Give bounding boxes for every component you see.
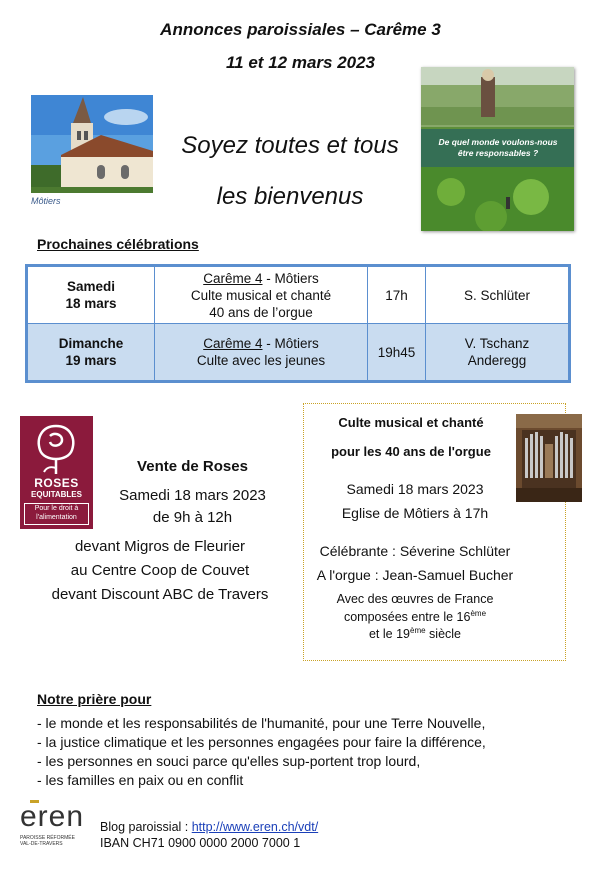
celebration-officiant: V. Tschanz (464, 336, 530, 351)
roses-logo-line-2: EQUITABLES (31, 490, 82, 499)
welcome-line-1: Soyez toutes et tous (181, 132, 399, 159)
roses-logo-line-1: ROSES (34, 476, 79, 490)
roses-location-3: devant Discount ABC de Travers (51, 586, 269, 603)
table-row (27, 266, 570, 324)
iban: IBAN CH71 0900 0000 2000 7000 1 (100, 836, 301, 850)
roses-equitables-logo (20, 416, 93, 529)
welcome-line-2: les bienvenus (216, 183, 364, 210)
organ-organist: A l'orgue : Jean-Samuel Bucher (316, 567, 514, 583)
blog-link[interactable]: http://www.eren.ch/vdt/ (191, 820, 319, 834)
roses-title: Vente de Roses (137, 458, 248, 475)
celebration-time: 17h (368, 266, 426, 324)
celebration-desc-cell (155, 266, 368, 324)
celebration-day-cell (27, 266, 155, 324)
organ-works-line-2: composées entre le 16ème (343, 609, 487, 625)
organ-image (516, 414, 582, 502)
celebration-desc-line3: 40 ans de l’orgue (209, 304, 313, 320)
celebration-desc-line2: Culte musical et chanté (190, 287, 332, 303)
celebration-officiant-cell (426, 266, 570, 324)
eren-logo-word: eren (20, 800, 85, 833)
organ-celebrant: Célébrante : Séverine Schlüter (319, 543, 511, 559)
roses-location-1: devant Migros de Fleurier (74, 538, 246, 555)
table-row (27, 324, 570, 382)
campaign-poster (421, 67, 574, 231)
celebration-date: 19 mars (65, 353, 117, 368)
prayer-list (37, 714, 486, 790)
celebration-link[interactable]: Carême 4 (203, 270, 263, 286)
celebration-time: 19h45 (368, 324, 426, 382)
roses-location-2: au Centre Coop de Couvet (70, 562, 250, 579)
list-item: - la justice climatique et les personnes engagées pour faire la différence, (37, 734, 486, 750)
celebration-officiant-2: Anderegg (467, 353, 527, 368)
rose-icon (20, 416, 93, 478)
poster-line-1: De quel monde voulons-nous (438, 137, 558, 147)
roses-date: Samedi 18 mars 2023 (119, 487, 266, 504)
celebration-desc-line2: Culte avec les jeunes (196, 353, 326, 368)
page-title: Annonces paroissiales – Carême 3 (160, 20, 441, 39)
celebration-day-cell (27, 324, 155, 382)
celebration-day: Dimanche (58, 336, 124, 351)
organ-place: Eglise de Môtiers à 17h (341, 505, 489, 521)
church-image (31, 95, 153, 193)
celebration-desc-cell (155, 324, 368, 382)
list-item: - le monde et les responsabilités de l'humanité, pour une Terre Nouvelle, (37, 715, 486, 731)
celebrations-table (25, 264, 571, 383)
celebration-date: 18 mars (65, 296, 117, 311)
blog-line (100, 819, 318, 835)
roses-logo-line-3: Pour le droit à (34, 505, 79, 512)
organ-date: Samedi 18 mars 2023 (346, 481, 484, 497)
eren-logo-sub-2: VAL-DE-TRAVERS (20, 841, 63, 847)
celebration-officiant: S. Schlüter (463, 287, 531, 303)
page-date: 11 et 12 mars 2023 (225, 53, 376, 72)
celebration-place: - Môtiers (262, 270, 319, 286)
eren-logo-sub-1: PAROISSE RÉFORMÉE (20, 835, 75, 841)
celebrations-heading: Prochaines célébrations (37, 236, 199, 252)
organ-works-line-3: et le 19ème siècle (368, 626, 461, 642)
celebration-place: - Môtiers (262, 336, 319, 351)
poster-line-2: être responsables ? (457, 148, 539, 158)
organ-title-line-1: Culte musical et chanté (338, 415, 484, 430)
roses-hours: de 9h à 12h (152, 509, 233, 526)
celebration-link[interactable]: Carême 4 (203, 336, 263, 351)
organ-title-line-2: pour les 40 ans de l'orgue (331, 444, 491, 459)
prayer-heading: Notre prière pour (37, 691, 152, 707)
blog-label: Blog paroissial : (100, 820, 192, 834)
organ-works-line-1: Avec des œuvres de France (336, 592, 494, 606)
roses-logo-line-4: l'alimentation (36, 514, 77, 521)
celebration-day: Samedi (66, 279, 116, 294)
list-item: - les personnes en souci parce qu'elles sup-portent trop lourd, (37, 753, 421, 769)
church-caption: Môtiers (31, 196, 61, 206)
eren-logo (18, 800, 90, 850)
celebration-officiant-cell (426, 324, 570, 382)
list-item: - les familles en paix ou en conflit (37, 772, 244, 788)
